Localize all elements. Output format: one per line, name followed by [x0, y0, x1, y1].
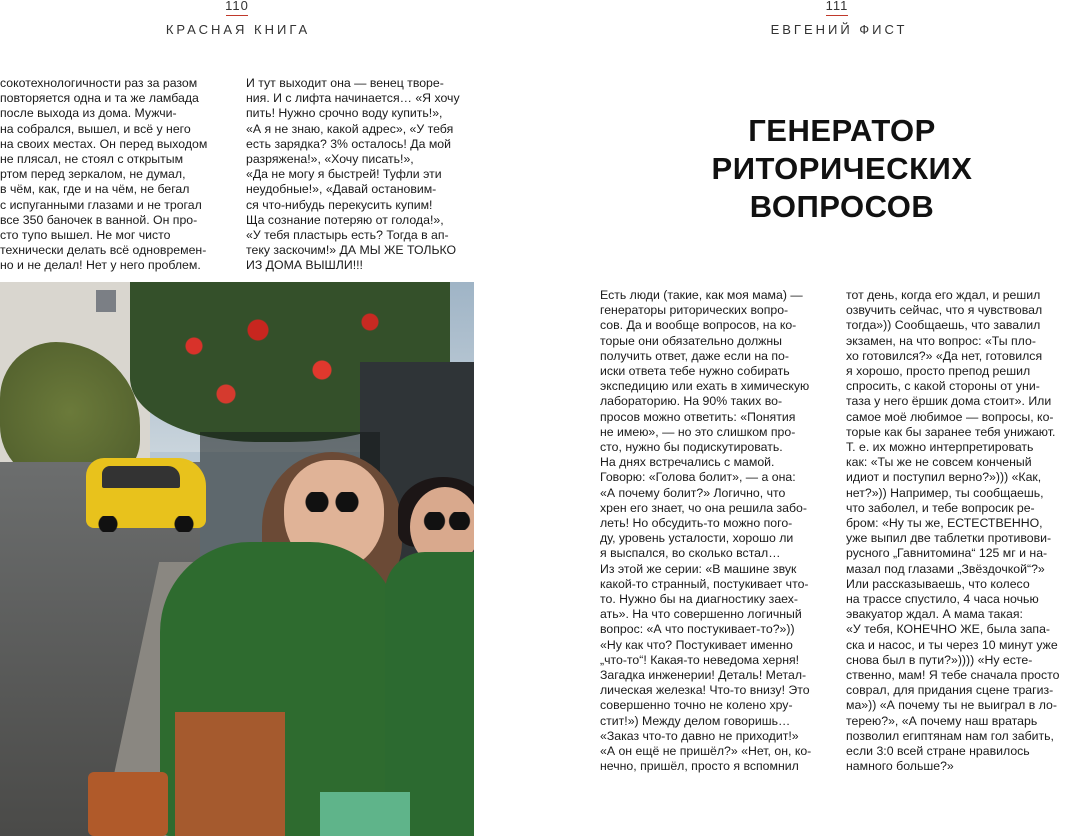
left-text-column-1: сокотехнологичности раз за разом повторяется одна и та же ламбада после выхода из дома. Мужчи- на собрался, вышел, и всё у него на своих местах. Он перед выходом не плясал, не стоял с открытым ртом перед зеркалом, не думал, в чём, как, где и на чём, не бегал с испуганными глазами и не трогал все 350 баночек в ванной. Он про- сто тупо вышел. Не мог чисто технически делать всё одновремен- но и не делал! Нет у него проблем.: [0, 76, 208, 273]
running-head-right: ЕВГЕНИЙ ФИСТ: [770, 22, 908, 37]
page-number-right: 111: [807, 0, 867, 16]
page-number-left: 110: [207, 0, 267, 16]
right-text-column-1: Есть люди (такие, как моя мама) — генераторы риторических вопро- сов. Да и вообще вопросов, на ко- торые они обязательно должны получить ответ, даже если на по- иски ответа тебе нужно собирать экспедицию или ехать в химическую лабораторию. На 90% таких во- просов можно ответить: «Понятия не имею», — но это слишком про- сто, нужно бы подискутировать. На днях встречались с мамой. Говорю: «Голова болит», — а она: «А почему болит?» Логично, что хрен его знает, чо она решила забо- леть! Но обсудить-то можно пого- ду, уровень усталости, хорошо ли я выспался, во сколько встал… Из этой же серии: «В машине звук какой-то странный, постукивает что- то. Нужно бы на диагностику заех- ать». На что совершенно логичный вопрос: «А что постукивает-то?»)) «Ну как что? Постукивает именно „что-то“! Какая-то неведома херня! Загадка инженерии! Деталь! Метал- лическая железка! Что-то внизу! Это совершенно точно не колено хру- стит!») Между делом говоришь… «Заказ что-то давно не приходит!» «А он ещё не пришёл?» «Нет, он, ко- нечно, пришёл, просто я вспомнил: [600, 288, 812, 774]
street-photo: [0, 282, 474, 836]
right-text-column-2: тот день, когда его ждал, и решил озвучить сейчас, что я чувствовал тогда»)) Сообщаешь, что завалил экзамен, на что вопрос: «Ты пло- хо готовился?» «Да нет, готовился я хорошо, просто препод решил спросить, с какой стороны от уни- таза у него ёршик дома стоит». Или самое моё любимое — вопросы, ко- торые как бы заранее тебя унижают. Т. е. их можно интерпретировать как: «Ты же не совсем конченый идиот и поступил верно?»))) «Как, нет?»)) Например, ты сообщаешь, что заболел, и тебе вопросик ре- бром: «Ну ты же, ЕСТЕСТВЕННО, уже выпил две таблетки противови- русного „Гавнитомина“ 125 мг и на- мазал под глазами „Звёздочкой“?» Или рассказываешь, что колесо на трассе спустило, 4 часа ночью эвакуатор ждал. А мама такая: «У тебя, КОНЕЧНО ЖЕ, была запа- ска и насос, и ты через 10 минут уже снова был в пути?»)))) «Ну есте- ственно, мам! Я тебе сначала просто соврал, для придания сцене трагиз- ма»)) «А почему ты не выиграл в ло- терею?», «А почему наш вратарь позволил египтянам нам гол забить, если 3:0 всей стране нравилось намного больше?»: [846, 288, 1060, 774]
taxi-car: [86, 458, 206, 528]
handbag: [88, 772, 168, 836]
chapter-title: ГЕНЕРАТОР РИТОРИЧЕСКИХ ВОПРОСОВ: [711, 113, 973, 224]
running-head-left: КРАСНАЯ КНИГА: [165, 22, 311, 37]
right-page: [537, 0, 1074, 836]
left-text-column-2: И тут выходит она — венец творе- ния. И с лифта начинается… «Я хочу пить! Нужно срочно воду купить!», «А я не знаю, какой адрес», «У тебя есть зарядка? 3% осталось! Да мой разряжена!», «Хочу писать!», «Да не могу я быстрей! Туфли эти неудобные!», «Давай остановим- ся что-нибудь перекусить купим! Ща сознание потеряю от голода!», «У тебя пластырь есть? Тогда в ап- теку заскочим!» ДА МЫ ЖЕ ТОЛЬКО ИЗ ДОМА ВЫШЛИ!!!: [246, 76, 460, 273]
